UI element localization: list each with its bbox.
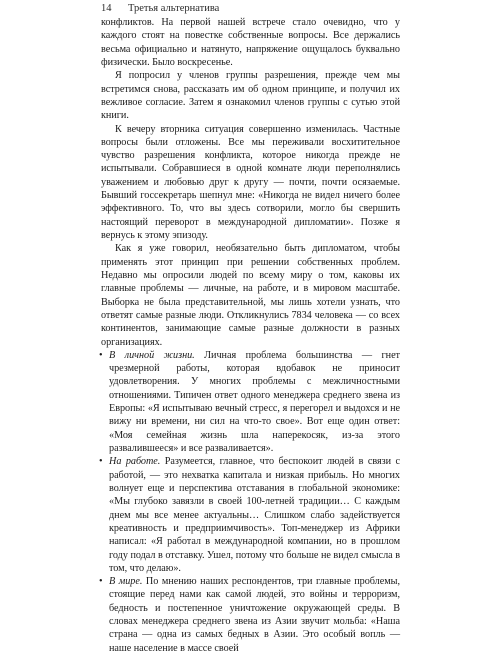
body-text [101,16,400,655]
page-header [0,2,500,16]
bullet-lead: В мире. [109,576,143,588]
paragraph: К вечеру вторника ситуация совершенно изменилась. Частные вопросы были отложены. Все мы переживали восхитительное чувство разрешения конфликта, которое никогда прежде не испытывали. Собравшиеся в одной комнате люди переполнялись уважением и любовью друг к другу — почти, почти осязаемые. Бывший госсекретарь шепнул мне: «Никогда не видел ничего более эффективного. То, что вы здесь сотворили, могло бы свершить настоящий переворот в международной дипломатии». Позже я вернусь к этому эпизоду. [101,123,400,241]
paragraph: конфликтов. На первой нашей встрече стало очевидно, что у каждого стоят на повестке собственные вопросы. Все держались весьма официально и натянуто, напряжение ощущалось буквально физически. Было воскресенье. [101,17,400,68]
bullet-list [101,349,400,655]
bullet-text: Разумеется, главное, что беспокоит людей в связи с работой, — это нехватка капитала и низкая прибыль. Но многих волнует еще и перспектива отставания в глобальной экономике: «Мы глубоко завязли в своей 100-летней традиции… С каждым днем мы все менее актуальны… Слишком слабо задействуется креативность и предприимчивость». Топ-менеджер из Африки написал: «Я работал в международной компании, но в прошлом году подал в отставку. Ушел, потому что больше не видел смысла в том, что делаю». [109,456,400,574]
bullet-text: По мнению наших респондентов, три главные проблемы, стоящие перед нами как самой людей, это войны и терроризм, бедность и постепенное уничтожение окружающей среды. В словах менеджера среднего звена из Азии звучит мольба: «Наша страна — одна из самых бедных в Азии. Это особый вопль — наше население в массе своей [109,576,400,654]
bullet-item-in-the-world [101,575,400,655]
paragraph: Я попросил у членов группы разрешения, прежде чем мы встретимся снова, рассказать им об одном принципе, и получил их вежливое согласие. Затем я ознакомил членов группы с сутью этой книги. [101,70,400,122]
page-number: 14 [101,3,112,14]
bullet-marker: • [99,576,103,588]
paragraph: Как я уже говорил, необязательно быть дипломатом, чтобы применять этот принцип при решении собственных проблем. Недавно мы опросили людей по всему миру о том, каковы их главные проблемы — личные, на работе, и в мировом масштабе. Выборка не была представительной, мы лишь хотели узнать, что ответят самые разные люди. Откликнулись 7834 человека — со всех континентов, занимающие самые разные должности в разных организациях. [101,243,400,348]
bullet-marker: • [99,349,103,361]
bullet-lead: В личной жизни. [109,349,195,361]
bullet-item-personal-life [101,349,400,456]
bullet-marker: • [99,456,103,468]
bullet-text: Личная проблема большинства — гнет чрезмерной работы, которая вдобавок не приносит удовлетворения. У многих проблемы с межличностными отношениями. Типичен ответ одного менеджера среднего звена из Европы: «Я испытываю вечный стресс, я перегорел и выдохся и не вижу ни времени, ни сил на что-то свое». Вот еще один ответ: «Моя семейная жизнь шла наперекосяк, из-за этого развалившееся» и все разваливается». [109,349,400,454]
running-title: Третья альтернатива [128,3,220,14]
bullet-lead: На работе. [109,456,161,468]
bullet-item-at-work [101,455,400,575]
